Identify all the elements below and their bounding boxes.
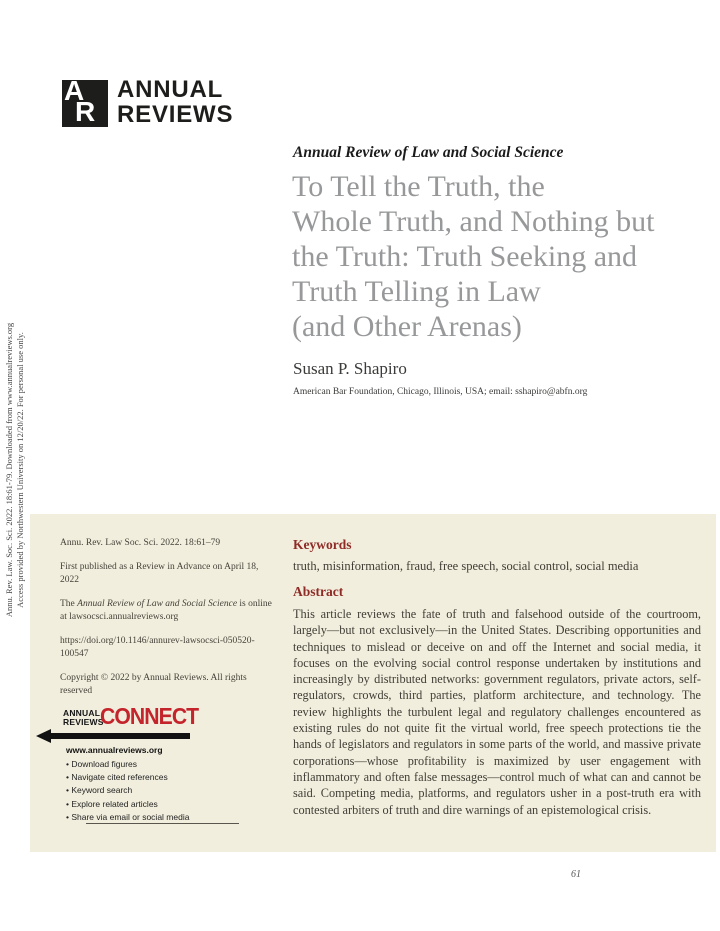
copyright-line: Copyright © 2022 by Annual Reviews. All rights reserved [60, 672, 247, 696]
left-arrow-icon [50, 733, 190, 739]
online-availability-line [60, 598, 276, 625]
title-line-5: (and Other Arenas) [292, 310, 522, 343]
logo-letter-r: R [75, 96, 96, 127]
citation-line: Annu. Rev. Law Soc. Sci. 2022. 18:61–79 [60, 538, 221, 548]
connect-logo-text: CONNECT [100, 703, 199, 729]
abstract-heading: Abstract [293, 584, 344, 599]
connect-feature-item: • Share via email or social media [66, 811, 189, 824]
online-journal-name: Annual Review of Law and Social Science [77, 598, 238, 609]
abstract-text: This article reviews the fate of truth and falsehood outside of the courtroom, largely—but not exclusively—in the United States. Describing opportunities and techniques to mislead or deceive on and off the Internet and social media, it focuses on the evolving social control response undertaken by institutions and increasingly by distributed networks: government regulators, private actors, self-regulators, crowds, third parties, platform architecture, and technology. The review highlights the turbulent legal and regulatory challenges encountered as existing rules do not quite fit the virtual world, free speech protections tie the hands of legislators and regulators in some parts of the world, and massive private corporations—whose profitability is maximized by user engagement with inflammatory and often false messages—control much of what can and cannot be said. Competing media, platforms, and regulators usher in a post-truth era with contested arbiters of truth and dire warnings of an epistemological crisis. [293, 607, 701, 817]
access-strip-line1: Annu. Rev. Law. Soc. Sci. 2022. 18:61-79. Downloaded from www.annualreviews.org [4, 322, 14, 618]
rotated-access-strip [4, 232, 25, 708]
logo-letter-a: A [64, 80, 85, 106]
first-published-line: First published as a Review in Advance on April 18, 2022 [60, 561, 259, 585]
wordmark-line2: REVIEWS [117, 101, 234, 128]
article-title [292, 169, 712, 344]
doi-line: https://doi.org/10.1146/annurev-lawsocsci-050520-100547 [60, 635, 255, 659]
online-suffix: is online at lawsocsci.annualreviews.org [60, 598, 272, 622]
author-affiliation: American Bar Foundation, Chicago, Illinois, USA; email: sshapiro@abfn.org [293, 387, 588, 397]
title-line-1: To Tell the Truth, the [292, 170, 545, 203]
connect-feature-item: • Download figures [66, 758, 189, 771]
connect-bottom-rule [86, 823, 239, 824]
keywords-heading: Keywords [293, 537, 352, 552]
access-strip-line2: Access provided by Northwestern University on 12/20/22. For personal use only. [14, 332, 25, 608]
connect-feature-item: • Explore related articles [66, 798, 189, 811]
connect-brand-line1: ANNUAL [63, 708, 101, 718]
annual-reviews-connect-block [36, 702, 266, 830]
title-line-2: Whole Truth, and Nothing but [292, 205, 655, 238]
title-line-4: Truth Telling in Law [292, 275, 541, 308]
connect-brand-line2: REVIEWS [63, 716, 104, 727]
left-arrow-head-icon [36, 729, 51, 743]
online-prefix: The [60, 598, 78, 609]
page-number: 61 [571, 869, 581, 880]
keywords-text: truth, misinformation, fraud, free speech, social control, social media [293, 559, 639, 573]
article-metadata [60, 537, 276, 709]
annual-reviews-logo-icon [62, 80, 108, 127]
journal-name: Annual Review of Law and Social Science [293, 144, 564, 161]
connect-brand-wordmark [63, 709, 104, 726]
connect-feature-item: • Navigate cited references [66, 771, 189, 784]
annualreviews-url: www.annualreviews.org [66, 745, 163, 755]
connect-feature-list [66, 758, 189, 824]
annual-reviews-wordmark [117, 77, 233, 127]
wordmark-line1: ANNUAL [117, 76, 224, 103]
author-name: Susan P. Shapiro [293, 359, 407, 378]
connect-feature-item: • Keyword search [66, 784, 189, 797]
title-line-3: the Truth: Truth Seeking and [292, 240, 638, 273]
